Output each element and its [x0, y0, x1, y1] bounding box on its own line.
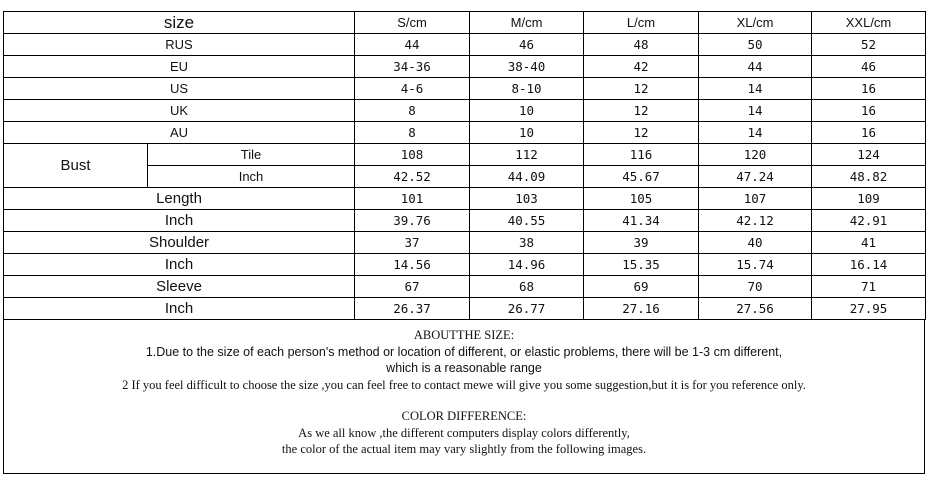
size-value-cell: 44.09: [470, 166, 584, 188]
color-difference-title: COLOR DIFFERENCE:: [401, 409, 527, 423]
region-label: EU: [4, 56, 355, 78]
about-size-line-1: 1.Due to the size of each person's method or location of different, or elastic problems, there will be 1-3 cm different,: [145, 344, 783, 359]
measurement-label: Length: [4, 188, 355, 210]
size-value-cell: 12: [584, 78, 699, 100]
col-header: M/cm: [470, 12, 584, 34]
size-value-cell: 50: [699, 34, 812, 56]
size-value-cell: 34-36: [355, 56, 470, 78]
about-size-line-2: 2 If you feel difficult to choose the size ,you can feel free to contact mewe will give you some suggestion,but it is for you reference only.: [122, 377, 806, 392]
col-header: XL/cm: [699, 12, 812, 34]
size-value-cell: 26.77: [470, 298, 584, 320]
size-value-cell: 112: [470, 144, 584, 166]
header-row: [4, 12, 926, 34]
size-value-cell: 124: [812, 144, 926, 166]
measurement-label: Inch: [4, 254, 355, 276]
region-label: UK: [4, 100, 355, 122]
size-value-cell: 44: [699, 56, 812, 78]
size-value-cell: 14: [699, 122, 812, 144]
size-value-cell: 71: [812, 276, 926, 298]
size-table: [3, 11, 926, 320]
size-value-cell: 45.67: [584, 166, 699, 188]
size-value-cell: 69: [584, 276, 699, 298]
measurement-row: [4, 276, 926, 298]
size-value-cell: 68: [470, 276, 584, 298]
size-value-cell: 41.34: [584, 210, 699, 232]
measurement-label: Inch: [4, 210, 355, 232]
region-label: RUS: [4, 34, 355, 56]
size-value-cell: 42.12: [699, 210, 812, 232]
size-header: size: [4, 12, 355, 34]
col-header: S/cm: [355, 12, 470, 34]
size-value-cell: 41: [812, 232, 926, 254]
size-value-cell: 26.37: [355, 298, 470, 320]
size-value-cell: 48: [584, 34, 699, 56]
size-value-cell: 40: [699, 232, 812, 254]
size-value-cell: 27.16: [584, 298, 699, 320]
size-value-cell: 42.91: [812, 210, 926, 232]
size-value-cell: 38: [470, 232, 584, 254]
bust-sub-label: Inch: [148, 166, 355, 188]
size-value-cell: 15.35: [584, 254, 699, 276]
region-row: [4, 122, 926, 144]
size-value-cell: 42.52: [355, 166, 470, 188]
size-value-cell: 39.76: [355, 210, 470, 232]
size-value-cell: 101: [355, 188, 470, 210]
bust-label: Bust: [4, 144, 148, 188]
size-value-cell: 8: [355, 100, 470, 122]
size-value-cell: 40.55: [470, 210, 584, 232]
region-row: [4, 78, 926, 100]
size-value-cell: 10: [470, 100, 584, 122]
size-value-cell: 47.24: [699, 166, 812, 188]
size-chart: [3, 11, 925, 474]
size-value-cell: 38-40: [470, 56, 584, 78]
size-value-cell: 16.14: [812, 254, 926, 276]
color-difference-line-2: the color of the actual item may vary slightly from the following images.: [281, 442, 647, 456]
measurement-label: Shoulder: [4, 232, 355, 254]
bust-sub-label: Tile: [148, 144, 355, 166]
size-value-cell: 46: [470, 34, 584, 56]
size-value-cell: 52: [812, 34, 926, 56]
size-value-cell: 120: [699, 144, 812, 166]
size-value-cell: 8-10: [470, 78, 584, 100]
size-value-cell: 48.82: [812, 166, 926, 188]
size-value-cell: 109: [812, 188, 926, 210]
size-value-cell: 42: [584, 56, 699, 78]
size-value-cell: 4-6: [355, 78, 470, 100]
size-value-cell: 8: [355, 122, 470, 144]
size-value-cell: 14.56: [355, 254, 470, 276]
size-value-cell: 14.96: [470, 254, 584, 276]
region-row: [4, 56, 926, 78]
size-value-cell: 12: [584, 122, 699, 144]
size-value-cell: 10: [470, 122, 584, 144]
size-value-cell: 14: [699, 100, 812, 122]
size-value-cell: 105: [584, 188, 699, 210]
size-value-cell: 12: [584, 100, 699, 122]
about-size-line-1b: which is a reasonable range: [386, 361, 542, 375]
size-value-cell: 108: [355, 144, 470, 166]
size-value-cell: 16: [812, 78, 926, 100]
about-size-title: ABOUTTHE SIZE:: [413, 328, 515, 342]
size-value-cell: 16: [812, 100, 926, 122]
region-label: AU: [4, 122, 355, 144]
col-header: L/cm: [584, 12, 699, 34]
region-row: [4, 34, 926, 56]
bust-row: [4, 144, 926, 166]
size-value-cell: 27.95: [812, 298, 926, 320]
measurement-label: Sleeve: [4, 276, 355, 298]
measurement-row: [4, 254, 926, 276]
measurement-label: Inch: [4, 298, 355, 320]
size-value-cell: 39: [584, 232, 699, 254]
region-label: US: [4, 78, 355, 100]
size-value-cell: 46: [812, 56, 926, 78]
measurement-row: [4, 232, 926, 254]
size-value-cell: 103: [470, 188, 584, 210]
region-row: [4, 100, 926, 122]
size-value-cell: 70: [699, 276, 812, 298]
size-value-cell: 37: [355, 232, 470, 254]
measurement-row: [4, 298, 926, 320]
measurement-row: [4, 188, 926, 210]
notes-panel: [3, 320, 925, 474]
size-value-cell: 107: [699, 188, 812, 210]
size-value-cell: 27.56: [699, 298, 812, 320]
color-difference-line-1: As we all know ,the different computers display colors differently,: [298, 425, 630, 440]
size-value-cell: 15.74: [699, 254, 812, 276]
size-value-cell: 116: [584, 144, 699, 166]
size-value-cell: 14: [699, 78, 812, 100]
size-value-cell: 67: [355, 276, 470, 298]
measurement-row: [4, 210, 926, 232]
size-table-body: [4, 12, 926, 320]
size-value-cell: 44: [355, 34, 470, 56]
col-header: XXL/cm: [812, 12, 926, 34]
size-value-cell: 16: [812, 122, 926, 144]
